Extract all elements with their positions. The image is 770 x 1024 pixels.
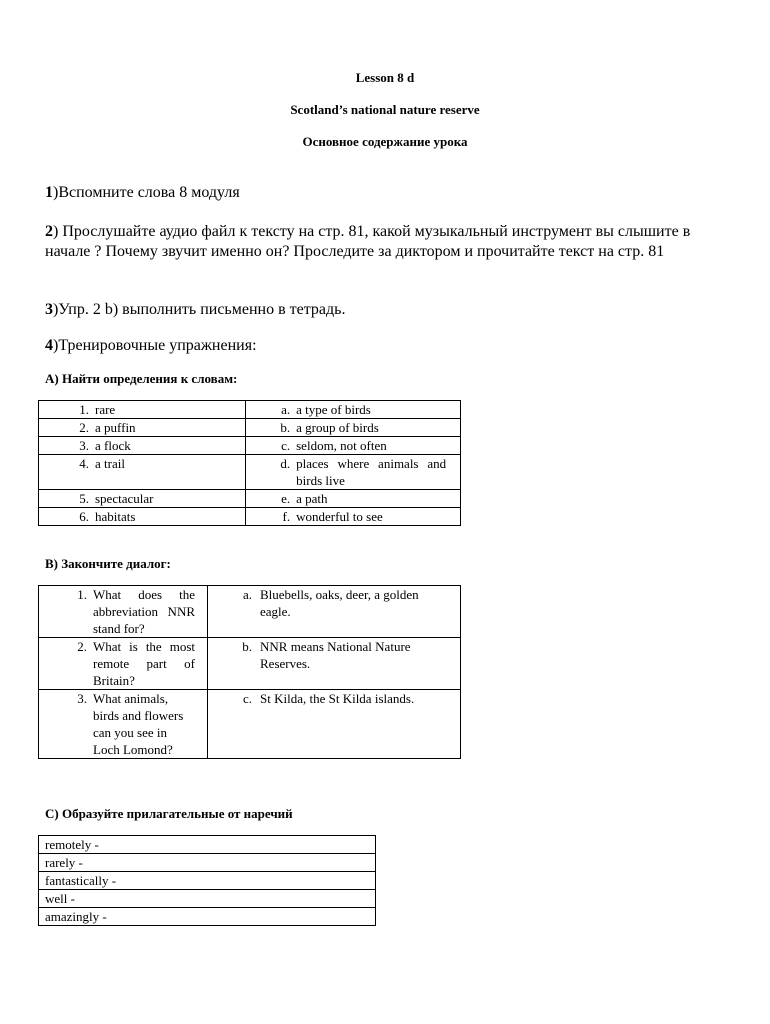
question-text: What does the abbreviation NNR stand for? bbox=[93, 587, 195, 636]
definition-text: places where animals and birds live bbox=[296, 456, 447, 488]
table-row bbox=[39, 586, 461, 638]
topic-title: Scotland’s national nature reserve bbox=[290, 102, 480, 117]
adjectives-table bbox=[38, 835, 376, 926]
table-row bbox=[39, 890, 376, 908]
row-number: 5. bbox=[79, 491, 89, 506]
question-text: What animals, birds and flowers can you see in Loch Lomond? bbox=[93, 691, 184, 757]
item-4 bbox=[45, 336, 705, 356]
word-text: a puffin bbox=[95, 420, 136, 435]
definition-text: seldom, not often bbox=[296, 438, 387, 453]
row-number: 3. bbox=[79, 438, 89, 453]
question-cell bbox=[39, 586, 208, 638]
answer-cell bbox=[208, 690, 461, 759]
item-text: Прослушайте аудио файл к тексту на стр. 81, какой музыкальный инструмент вы слышите в начале ? Почему звучит именно он? Проследите за диктором и прочитайте текст на стр. 81 bbox=[45, 223, 691, 260]
adverb-cell: remotely - bbox=[39, 836, 376, 854]
table-row bbox=[39, 401, 461, 419]
adverb-cell: fantastically - bbox=[39, 872, 376, 890]
row-number: 4. bbox=[79, 456, 89, 471]
definition-cell bbox=[246, 437, 461, 455]
table-row bbox=[39, 638, 461, 690]
item-number: 4 bbox=[45, 337, 53, 354]
answer-cell bbox=[208, 586, 461, 638]
row-letter: d. bbox=[280, 456, 291, 471]
definition-cell bbox=[246, 419, 461, 437]
word-text: rare bbox=[95, 402, 116, 417]
question-cell bbox=[39, 690, 208, 759]
table-row bbox=[39, 508, 461, 526]
word-cell bbox=[39, 455, 246, 490]
row-letter: a. bbox=[281, 402, 291, 417]
item-number: 3 bbox=[45, 301, 53, 318]
answer-cell bbox=[208, 638, 461, 690]
section-b-title: В) Закончите диалог: bbox=[45, 556, 171, 571]
item-2: 2) Прослушайте аудио файл к тексту на стр. 81, какой музыкальный инструмент вы слышите в начале ? Почему звучит именно он? Проследите за диктором и прочитайте текст на стр. 81 bbox=[45, 223, 691, 260]
row-letter: e. bbox=[281, 491, 291, 506]
row-letter: c. bbox=[242, 691, 252, 706]
table-row bbox=[39, 490, 461, 508]
answer-text: Bluebells, oaks, deer, a golden eagle. bbox=[260, 587, 419, 619]
word-text: spectacular bbox=[95, 491, 154, 506]
row-number: 2. bbox=[79, 420, 89, 435]
table-row bbox=[39, 872, 376, 890]
word-text: a trail bbox=[95, 456, 125, 471]
item-text: )Упр. 2 b) выполнить письменно в тетрадь. bbox=[53, 301, 346, 318]
definition-text: a group of birds bbox=[296, 420, 379, 435]
row-letter: c. bbox=[281, 438, 291, 453]
dialogue-table bbox=[38, 585, 461, 759]
word-cell bbox=[39, 508, 246, 526]
word-cell bbox=[39, 437, 246, 455]
row-letter: a. bbox=[242, 587, 252, 602]
item-number: 1 bbox=[45, 184, 53, 201]
table-row bbox=[39, 908, 376, 926]
definition-text: a type of birds bbox=[296, 402, 371, 417]
item-1 bbox=[45, 183, 705, 203]
row-letter: b. bbox=[242, 639, 252, 654]
section-c-title: С) Образуйте прилагательные от наречий bbox=[45, 806, 293, 821]
table-row bbox=[39, 690, 461, 759]
adverb-cell: amazingly - bbox=[39, 908, 376, 926]
table-row bbox=[39, 836, 376, 854]
item-text: )Вспомните слова 8 модуля bbox=[53, 184, 240, 201]
item-3 bbox=[45, 300, 705, 320]
word-cell bbox=[39, 419, 246, 437]
lesson-title: Lesson 8 d bbox=[355, 70, 415, 85]
answer-text: NNR means National Nature Reserves. bbox=[260, 639, 411, 671]
question-cell bbox=[39, 638, 208, 690]
definition-cell bbox=[246, 455, 461, 490]
word-text: a flock bbox=[95, 438, 131, 453]
row-letter: b. bbox=[280, 420, 291, 435]
answer-text: St Kilda, the St Kilda islands. bbox=[260, 691, 415, 706]
row-number: 1. bbox=[79, 402, 89, 417]
definition-text: wonderful to see bbox=[296, 509, 383, 524]
item-number: 2 bbox=[45, 223, 53, 240]
row-number: 2. bbox=[77, 639, 87, 654]
adverb-cell: well - bbox=[39, 890, 376, 908]
table-row bbox=[39, 419, 461, 437]
table-row bbox=[39, 437, 461, 455]
question-text: What is the most remote part of Britain? bbox=[93, 639, 195, 688]
definition-cell bbox=[246, 508, 461, 526]
word-text: habitats bbox=[95, 509, 136, 524]
word-cell bbox=[39, 401, 246, 419]
table-row bbox=[39, 854, 376, 872]
adverb-cell: rarely - bbox=[39, 854, 376, 872]
definition-text: a path bbox=[296, 491, 328, 506]
definition-cell bbox=[246, 490, 461, 508]
row-number: 3. bbox=[77, 691, 87, 706]
row-number: 1. bbox=[77, 587, 87, 602]
word-cell bbox=[39, 490, 246, 508]
row-letter: f. bbox=[282, 509, 291, 524]
table-row bbox=[39, 455, 461, 490]
definitions-table bbox=[38, 400, 461, 526]
row-number: 6. bbox=[79, 509, 89, 524]
definition-cell bbox=[246, 401, 461, 419]
section-a-title: А) Найти определения к словам: bbox=[45, 371, 238, 386]
item-text: )Тренировочные упражнения: bbox=[53, 337, 257, 354]
subtitle: Основное содержание урока bbox=[302, 134, 468, 149]
